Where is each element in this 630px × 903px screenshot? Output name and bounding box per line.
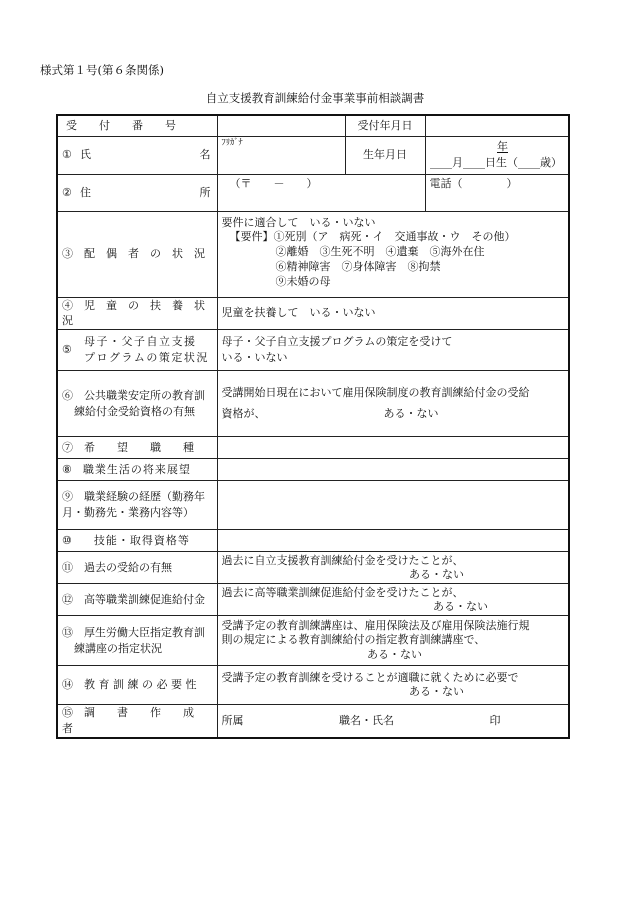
address-field[interactable] [217,174,425,211]
author-affiliation-label: 所属 [221,714,244,728]
designated-course-label-2: 練講座の指定状況 [74,641,162,655]
document-title: 自立支援教育訓練給付金事業事前相談調書 [205,91,425,105]
career-outlook-field[interactable] [217,459,569,481]
row-number: ⑤ [62,343,72,357]
spouse-requirement-detail-1: 【要件】①死別（ア 病死・イ 交通事故・ウ その他） [229,230,516,244]
furigana-label: ﾌﾘｶﾞﾅ [221,137,243,148]
row-work-history [57,481,569,530]
program-status-label-cell [57,330,217,371]
advanced-training-label: 高等職業訓練促進給付金 [84,592,205,606]
training-necessity-choice: ある・ない [409,685,464,699]
designated-course-label-cell [57,616,217,666]
birth-date-label: 生年月日 [345,136,425,174]
row-number: ⑫ [62,592,73,606]
form-number-label: 様式第１号(第６条関係) [40,63,164,77]
program-status-line-1: 母子・父子自立支援プログラムの策定を受けて [221,335,453,349]
work-history-label-2: 月・勤務先・業務内容等） [62,506,194,520]
advanced-training-content[interactable] [217,584,569,616]
designated-course-line-1: 受講予定の教育訓練講座は、雇用保険法及び雇用保険法施行規 [221,618,530,632]
skills-field[interactable] [217,530,569,552]
name-label-end: 名 [199,148,211,162]
desired-job-label-cell [57,437,217,459]
row-advanced-training [57,584,569,616]
name-label-cell [57,136,217,174]
row-skills [57,530,569,552]
designated-course-line-2: 則の規定による教育訓練給付の指定教育訓練講座で、 [221,633,486,647]
spouse-requirement-detail-2: ②離婚 ③生死不明 ④遺棄 ⑤海外在住 [275,245,485,259]
birth-date-field[interactable] [425,136,569,174]
past-benefit-content[interactable] [217,552,569,584]
career-outlook-label: 職業生活の将来展望 [82,462,191,476]
address-label: 住 [80,185,91,199]
row-employment-benefit [57,371,569,437]
training-necessity-line-1: 受講予定の教育訓練を受けることが適職に就くために必要で [221,670,519,684]
reception-date-field[interactable] [425,115,569,136]
address-label-end: 所 [199,185,211,199]
author-name-label: 職名・氏名 [339,714,394,728]
spouse-status-content[interactable] [217,211,569,297]
spouse-requirement-detail-4: ⑨未婚の母 [275,274,331,288]
row-author [57,705,569,738]
row-name [57,136,569,174]
training-necessity-label: 教 育 訓 練 の 必 要 性 [84,678,197,692]
advanced-training-choice: ある・ない [433,599,488,613]
name-field[interactable] [217,136,345,174]
row-career-outlook [57,459,569,481]
birth-year: 年 [497,140,508,154]
child-support-label-cell [57,297,217,330]
advanced-training-label-cell [57,584,217,616]
past-benefit-choice: ある・ない [409,567,464,581]
skills-label: 技能・取得資格等 [93,533,190,547]
consultation-form-table [56,114,570,739]
employment-benefit-content[interactable] [217,371,569,437]
row-reception [57,115,569,136]
desired-job-field[interactable] [217,437,569,459]
row-number: ⑪ [62,560,73,574]
program-status-line-2: いる・いない [221,351,288,365]
row-desired-job [57,437,569,459]
row-number: ⑬ [62,625,73,639]
row-number: ⑮ [62,706,73,720]
row-spouse-status [57,211,569,297]
reception-number-field[interactable] [217,115,345,136]
skills-label-cell [57,530,217,552]
work-history-label-1: 職業経験の経歴（勤務年 [84,490,205,504]
row-number: ⑧ [62,462,72,476]
birth-month-day-age: ____月____日生（____歳） [430,156,562,169]
row-training-necessity [57,666,569,705]
past-benefit-label-cell [57,552,217,584]
row-past-benefit [57,552,569,584]
row-number: ⑦ [62,440,73,454]
reception-date-label: 受付年月日 [345,115,425,136]
work-history-label-cell [57,481,217,530]
postal-code: （〒 － ） [229,176,318,190]
spouse-requirement-detail-3: ⑥精神障害 ⑦身体障害 ⑧拘禁 [275,260,441,274]
child-support-content[interactable]: 児童を扶養して いる・いない [217,297,569,330]
row-number: ③ [62,247,73,261]
row-number: ⑩ [62,533,72,547]
address-label-cell [57,174,217,211]
work-history-field[interactable] [217,481,569,530]
row-number: ⑭ [62,678,73,692]
training-necessity-label-cell [57,666,217,705]
row-designated-course [57,616,569,666]
row-program-status [57,330,569,371]
phone-field[interactable] [425,174,569,211]
designated-course-content[interactable] [217,616,569,666]
employment-benefit-choice: ある・ない [383,406,439,420]
phone-label: 電話（ ） [429,176,518,190]
past-benefit-label: 過去の受給の有無 [84,560,172,574]
employment-benefit-line-2: 資格が、 [221,406,266,420]
name-label: 氏 [80,148,91,162]
author-seal-label: 印 [489,714,501,728]
row-number: ⑨ [62,490,73,504]
row-address [57,174,569,211]
advanced-training-line-1: 過去に高等職業訓練促進給付金を受けたことが、 [221,585,464,599]
row-number: ② [62,185,72,199]
row-number: ⑥ [62,388,73,402]
designated-course-label-1: 厚生労働大臣指定教育訓 [84,625,205,639]
author-label: 調 書 作 成 者 [62,706,216,736]
reception-number-label: 受 付 番 号 [57,115,217,136]
desired-job-label: 希 望 職 種 [84,440,194,454]
designated-course-choice: ある・ない [367,648,422,662]
program-status-label-1: 母子・父子自立支援 [84,335,197,349]
employment-benefit-line-1: 受講開始日現在において雇用保険制度の教育訓練給付金の受給 [221,385,530,399]
row-child-support [57,297,569,330]
spouse-requirement-line: 要件に適合して いる・いない [221,215,376,229]
training-necessity-content[interactable] [217,666,569,705]
employment-benefit-label-2: 練給付金受給資格の有無 [74,404,195,418]
program-status-content[interactable] [217,330,569,371]
program-status-label-2: プログラムの策定状況 [84,351,209,365]
past-benefit-line-1: 過去に自立支援教育訓練給付金を受けたことが、 [221,553,464,567]
spouse-status-label-cell [57,211,217,297]
child-support-label: 児 童 の 扶 養 状 況 [62,298,216,328]
author-label-cell [57,705,217,738]
row-number: ① [62,148,72,162]
row-number: ④ [62,298,73,312]
employment-benefit-label-cell [57,371,217,437]
career-outlook-label-cell [57,459,217,481]
author-field[interactable] [217,705,569,738]
spouse-status-label: 配 偶 者 の 状 況 [84,247,205,261]
employment-benefit-label-1: 公共職業安定所の教育訓 [84,388,205,402]
